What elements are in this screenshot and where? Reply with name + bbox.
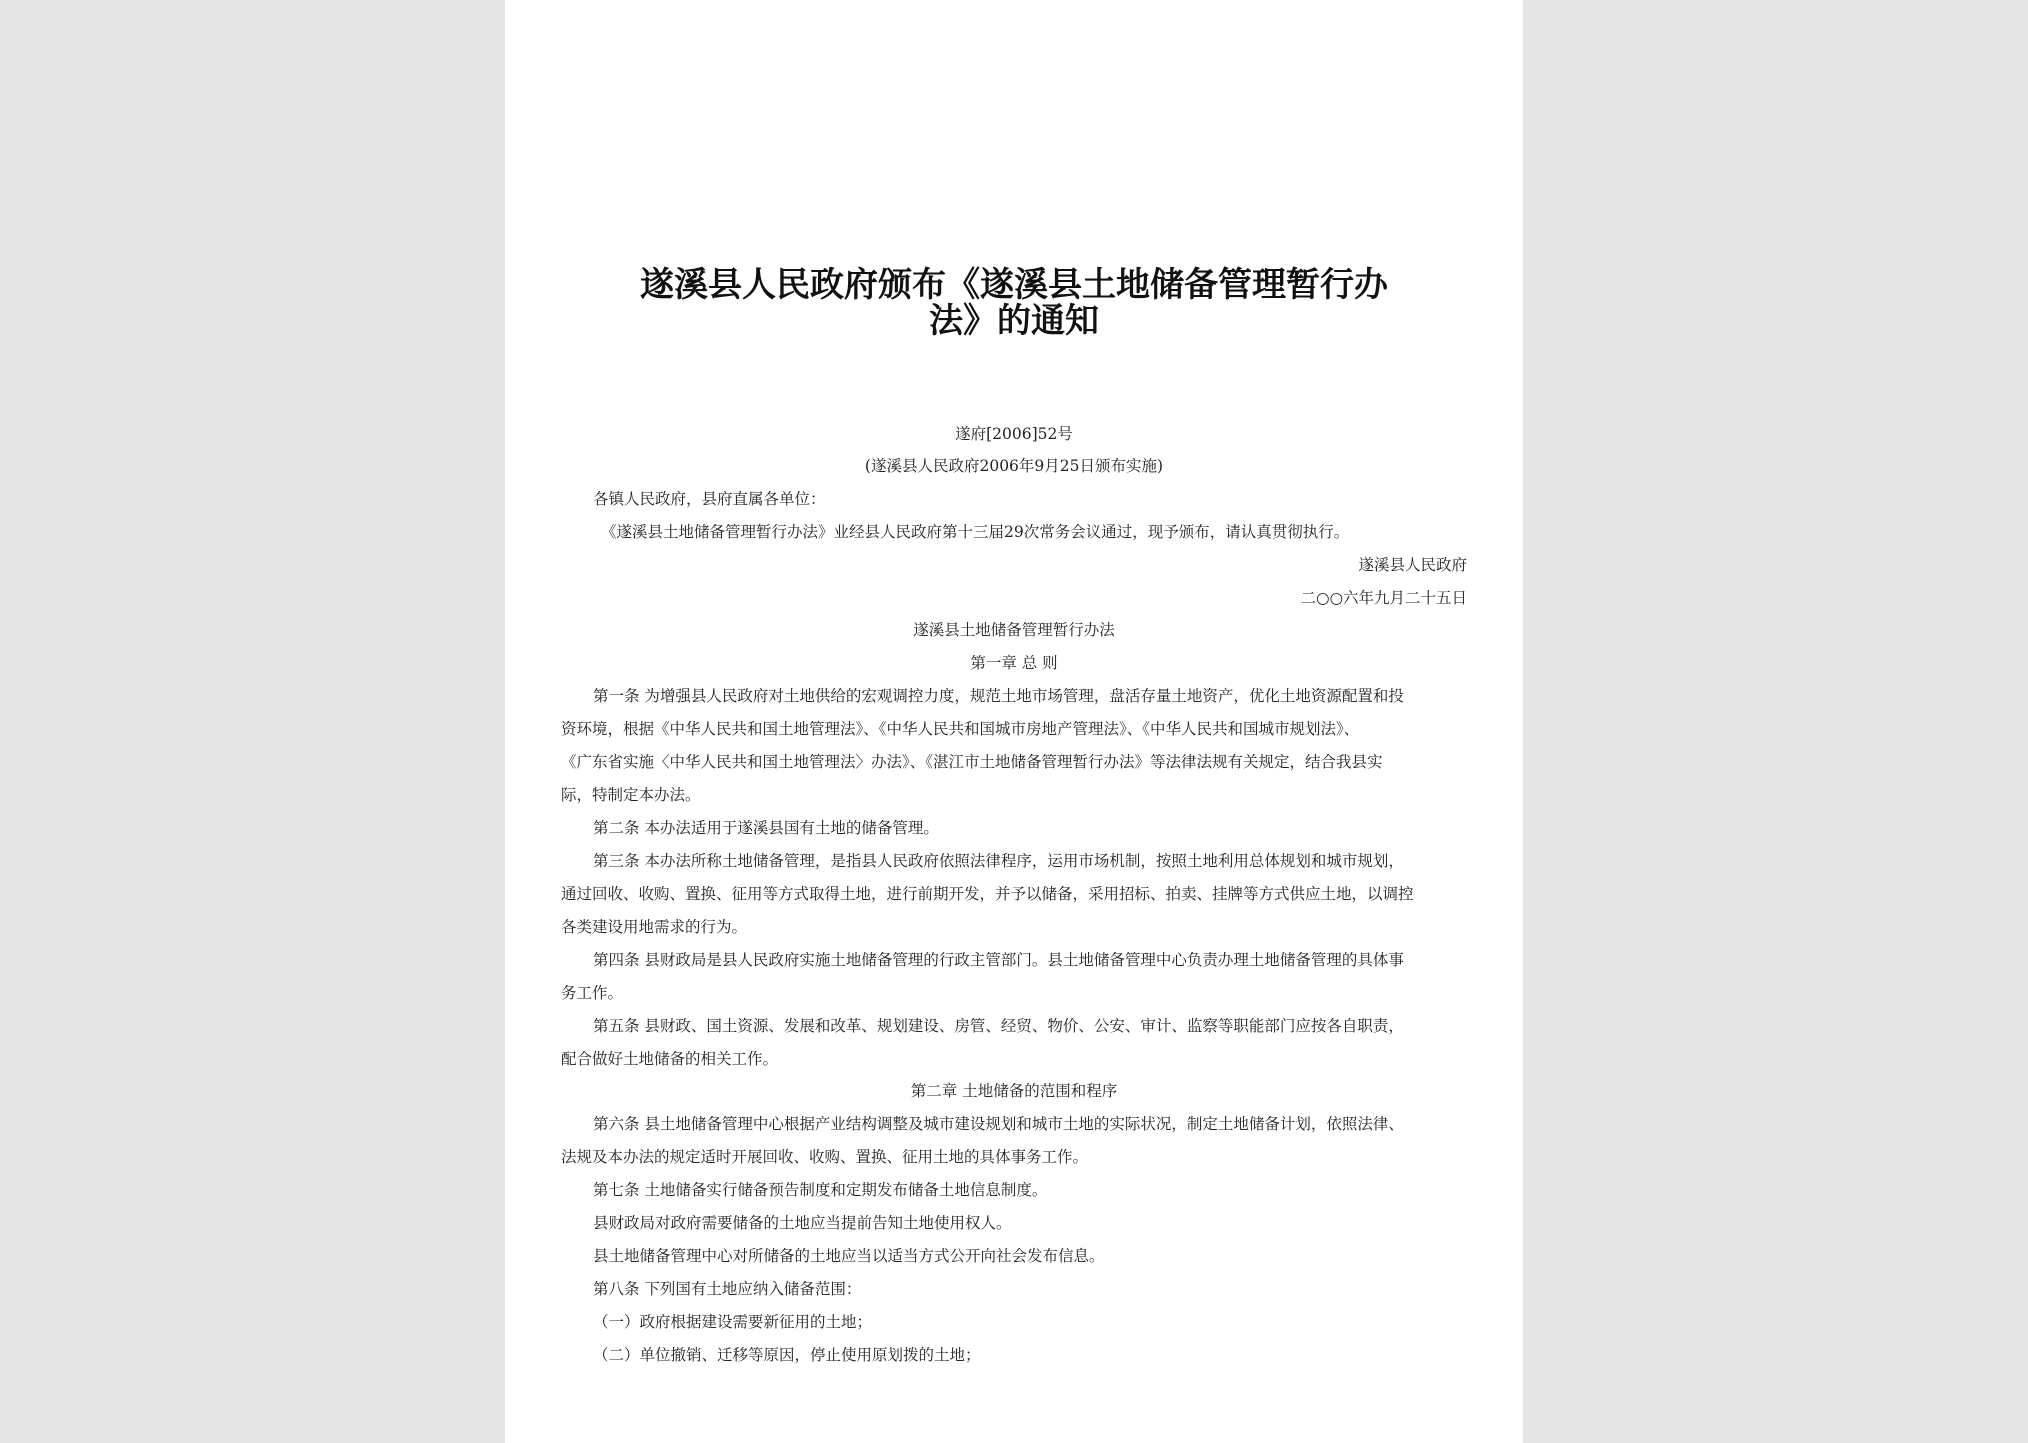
article-2: 第二条 本办法适用于遂溪县国有土地的储备管理。	[593, 819, 939, 837]
article-8-item-2: （二）单位撤销、迁移等原因，停止使用原划拨的土地；	[593, 1346, 981, 1364]
article-1-line-1: 第一条 为增强县人民政府对土地供给的宏观调控力度，规范土地市场管理，盘活存量土地资产，优化土地资源配置和投	[593, 687, 1404, 705]
article-7-paragraph-3: 县土地储备管理中心对所储备的土地应当以适当方式公开向社会发布信息。	[593, 1247, 1105, 1265]
article-5-line-1: 第五条 县财政、国土资源、发展和改革、规划建设、房管、经贸、物价、公安、审计、监察等职能部门应按各自职责，	[593, 1017, 1404, 1035]
article-6-line-2: 法规及本办法的规定适时开展回收、收购、置换、征用土地的具体事务工作。	[561, 1148, 1089, 1166]
intro-paragraph: 《遂溪县土地储备管理暂行办法》业经县人民政府第十三届29次常务会议通过，现予颁布，请认真贯彻执行。	[601, 523, 1350, 541]
signature: 遂溪县人民政府	[1358, 556, 1467, 574]
article-5-line-2: 配合做好土地储备的相关工作。	[561, 1050, 779, 1068]
document-title-line-1: 遂溪县人民政府颁布《遂溪县土地储备管理暂行办	[640, 265, 1388, 305]
document-number: 遂府[2006]52号	[955, 425, 1073, 443]
article-1-line-4: 际，特制定本办法。	[561, 786, 701, 804]
chapter-2-heading: 第二章 土地储备的范围和程序	[910, 1082, 1118, 1100]
article-8-item-1: （一）政府根据建设需要新征用的土地；	[593, 1313, 873, 1331]
article-1-line-3: 《广东省实施〈中华人民共和国土地管理法〉办法》、《湛江市土地储备管理暂行办法》等法律法规有关规定，结合我县实	[561, 753, 1383, 771]
article-3-line-3: 各类建设用地需求的行为。	[561, 918, 748, 936]
issue-note: (遂溪县人民政府2006年9月25日颁布实施)	[864, 457, 1164, 475]
document-title-line-2: 法》的通知	[929, 301, 1099, 341]
article-1-line-2: 资环境，根据《中华人民共和国土地管理法》、《中华人民共和国城市房地产管理法》、《中华人民共和国城市规划法》、	[561, 720, 1360, 738]
chapter-1-heading: 第一章 总 则	[970, 654, 1058, 672]
article-6-line-1: 第六条 县土地储备管理中心根据产业结构调整及城市建设规划和城市土地的实际状况，制定土地储备计划，依照法律、	[593, 1115, 1404, 1133]
article-4-line-1: 第四条 县财政局是县人民政府实施土地储备管理的行政主管部门。县土地储备管理中心负责办理土地储备管理的具体事	[593, 951, 1404, 969]
article-8: 第八条 下列国有土地应纳入储备范围：	[593, 1280, 862, 1298]
regulation-title: 遂溪县土地储备管理暂行办法	[913, 621, 1115, 639]
article-7-paragraph-2: 县财政局对政府需要储备的土地应当提前告知土地使用权人。	[593, 1214, 1012, 1232]
article-3-line-2: 通过回收、收购、置换、征用等方式取得土地，进行前期开发，并予以储备，采用招标、拍卖、挂牌等方式供应土地，以调控	[561, 885, 1414, 903]
article-3-line-1: 第三条 本办法所称土地储备管理，是指县人民政府依照法律程序，运用市场机制，按照土地利用总体规划和城市规划，	[593, 852, 1404, 870]
document-page	[505, 0, 1523, 1443]
article-7: 第七条 土地储备实行储备预告制度和定期发布储备土地信息制度。	[593, 1181, 1048, 1199]
signature-date: 二○○六年九月二十五日	[1300, 589, 1467, 607]
addressee: 各镇人民政府，县府直属各单位：	[593, 490, 826, 508]
article-4-line-2: 务工作。	[561, 984, 624, 1002]
